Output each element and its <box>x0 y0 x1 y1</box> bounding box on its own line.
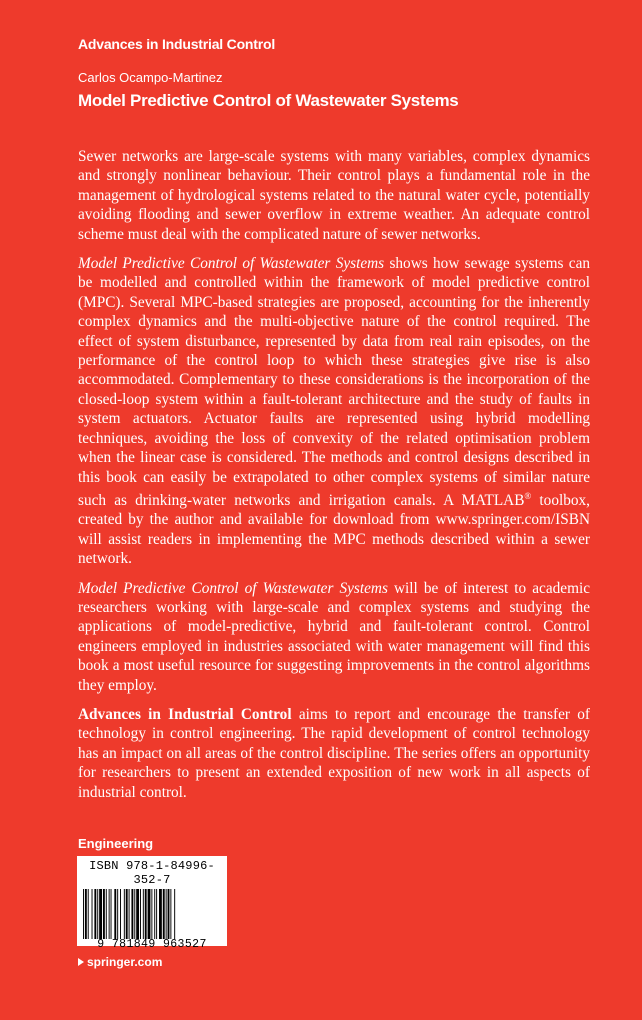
blurb-paragraph-1: Sewer networks are large-scale systems with many variables, complex dynamics and strongly nonlinear behaviour. Their control plays a fundamental role in the management of hydrological systems related to the natural water cycle, potentially avoiding flooding and sewer overflow in extreme weather. An adequate control scheme must deal with the complicated nature of sewer networks. <box>78 148 590 243</box>
paragraph-text: toolbox, created by the author and available for download from www.springer.com/ISBN will assist readers in implementing the MPC methods described within a sewer network. <box>78 492 591 568</box>
barcode-icon <box>81 889 223 939</box>
isbn-digits: 9 781849 963527 <box>97 938 207 951</box>
publisher-label: springer.com <box>87 955 163 969</box>
author-name: Carlos Ocampo-Martinez <box>78 70 223 85</box>
series-title: Advances in Industrial Control <box>78 36 276 52</box>
book-title: Model Predictive Control of Wastewater Systems <box>78 91 459 110</box>
paragraph-text: aims to report and encourage the transfer of technology in control engineering. The rapid development of control technology has an impact on all areas of the control discipline. The series offers an opportunity for researchers to present an extended exposition of new work in all aspects of industrial control. <box>78 706 590 801</box>
registered-mark: ® <box>524 490 532 501</box>
blurb-paragraph-3 <box>78 579 590 695</box>
paragraph-text: shows how sewage systems can be modelled and controlled within the framework of model predictive control (MPC). Several MPC-based strategies are proposed, accounting for the inherently complex dynamics and the multi-objective nature of the control required. The effect of system disturbance, represented by data from real rain episodes, on the performance of the control loop to which these strategies give rise is also accommodated. Complementary to these considerations is the incorporation of the closed-loop system within a fault-tolerant architecture and the study of faults in system actuators. Actuator faults are represented using hybrid modelling techniques, avoiding the loss of convexity of the related optimisation problem when the linear case is considered. The methods and control designs described in this book can easily be extrapolated to other complex systems of similar nature such as drinking-water networks and irrigation canals. A MATLAB <box>78 255 591 509</box>
isbn-barcode-box <box>77 856 227 951</box>
series-ref: Advances in Industrial Control <box>78 706 292 724</box>
blurb-paragraph-4 <box>78 705 590 802</box>
isbn-label: ISBN 978-1-84996-352-7 <box>89 859 215 887</box>
arrow-right-icon <box>78 958 84 966</box>
paragraph-text: will be of interest to academic researchers working with large-scale and complex systems and studying the applications of model-predictive, hybrid and fault-tolerant control. Control engineers employed in industries associated with water management will find this book a most useful resource for suggesting improvements in the control algorithms they employ. <box>78 579 591 694</box>
book-title-ref: Model Predictive Control of Wastewater Systems <box>78 579 388 597</box>
blurb <box>78 147 590 812</box>
book-title-ref: Model Predictive Control of Wastewater Systems <box>78 255 385 273</box>
subject-category: Engineering <box>78 836 154 851</box>
publisher-link[interactable] <box>78 955 162 969</box>
blurb-paragraph-2 <box>78 254 590 569</box>
